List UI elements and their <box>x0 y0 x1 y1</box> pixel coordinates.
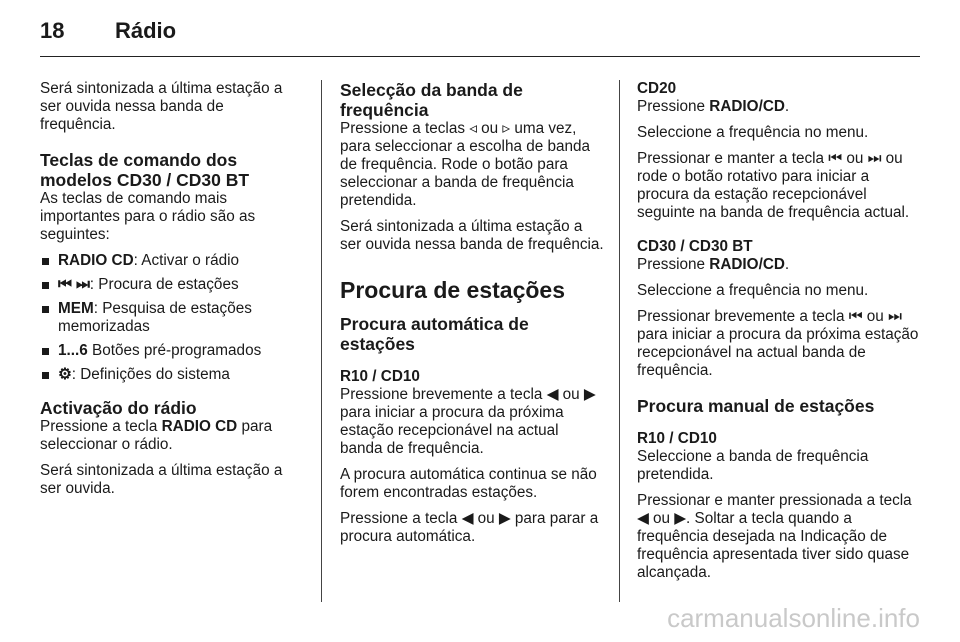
key-label: 1...6 <box>58 342 88 359</box>
text: . <box>784 256 790 273</box>
key-label: MEM <box>58 300 94 317</box>
model-heading: R10 / CD10 <box>637 430 717 447</box>
paragraph: Seleccione a banda de frequência pretendida. <box>637 448 869 483</box>
paragraph: Será sintonizada a última estação a ser ouvida nessa banda de frequência. <box>40 80 283 133</box>
item-text: Botões pré-programados <box>87 342 262 359</box>
paragraph: Pressione brevemente a tecla ◀ ou ▶ para iniciar a procura da próxima estação recepcionável na actual banda de frequência. <box>340 386 596 457</box>
paragraph: Será sintonizada a última estação a ser ouvida nessa banda de frequência. <box>340 218 604 253</box>
seek-keys-icon: ⏮ ⏭ <box>58 276 90 293</box>
section-title-search: Procura de estações <box>340 277 566 303</box>
text: . <box>784 98 790 115</box>
paragraph <box>40 418 302 454</box>
paragraph: Pressionar e manter a tecla ⏮ ou ⏭ ou rode o botão rotativo para iniciar a procura da estação recepcionável seguinte na banda de frequência actual. <box>637 150 910 221</box>
settings-icon: ⚙ <box>58 366 72 383</box>
section-heading-keys: Teclas de comando dos modelos CD30 / CD30 BT <box>40 150 250 190</box>
section-heading-activation: Activação do rádio <box>40 398 197 418</box>
key-list <box>40 252 302 384</box>
item-text: : Activar o rádio <box>133 252 240 269</box>
chapter-title: Rádio <box>115 18 177 43</box>
column-divider-2 <box>619 80 620 602</box>
list-item <box>40 276 302 294</box>
paragraph: Será sintonizada a última estação a ser ouvida. <box>40 462 283 497</box>
paragraph: As teclas de comando mais importantes para o rádio são as seguintes: <box>40 190 256 243</box>
list-item <box>40 300 302 336</box>
list-item <box>40 252 302 270</box>
paragraph <box>637 98 922 116</box>
section-heading-manual: Procura manual de estações <box>637 396 875 416</box>
paragraph: Pressionar brevemente a tecla ⏮ ou ⏭ para iniciar a procura da próxima estação recepcionável na actual banda de frequência. <box>637 308 919 379</box>
item-text: : Pesquisa de estações memorizadas <box>58 300 252 335</box>
watermark: carmanualsonline.info <box>667 603 920 633</box>
key-label: RADIO/CD <box>709 256 785 273</box>
model-heading: CD20 <box>637 80 677 97</box>
subsection-heading-auto: Procura automática de estações <box>340 314 529 354</box>
page-number: 18 <box>40 18 65 43</box>
paragraph: Pressione a teclas ◃ ou ▹ uma vez, para seleccionar a escolha de banda de frequência. Rode o botão para seleccionar a banda de frequência pretendida. <box>340 120 591 209</box>
column-1 <box>40 80 302 506</box>
item-text: : Procura de estações <box>89 276 239 293</box>
text: Pressione <box>637 98 710 115</box>
column-3 <box>637 80 922 590</box>
key-label: RADIO CD <box>161 418 238 435</box>
text: Pressione a tecla <box>40 418 162 435</box>
section-heading-band: Selecção da banda de frequência <box>340 80 523 120</box>
item-text: : Definições do sistema <box>71 366 230 383</box>
column-2 <box>340 80 605 554</box>
paragraph: Pressione a tecla ◀ ou ▶ para parar a procura automática. <box>340 510 599 545</box>
paragraph: Pressionar e manter pressionada a tecla ◀ ou ▶. Soltar a tecla quando a frequência desejada na Indicação de frequência apresentada tiver sido quase alcançada. <box>637 492 912 581</box>
list-item <box>40 342 302 360</box>
paragraph <box>637 256 922 274</box>
key-label: RADIO CD <box>58 252 134 269</box>
text: para seleccionar o rádio. <box>40 418 273 453</box>
paragraph: A procura automática continua se não forem encontradas estações. <box>340 466 597 501</box>
paragraph: Seleccione a frequência no menu. <box>637 282 869 299</box>
text: Pressione <box>637 256 710 273</box>
key-label: RADIO/CD <box>709 98 785 115</box>
page-header <box>40 18 920 52</box>
paragraph: Seleccione a frequência no menu. <box>637 124 869 141</box>
model-heading: R10 / CD10 <box>340 368 420 385</box>
column-divider-1 <box>321 80 322 602</box>
header-rule <box>40 56 920 57</box>
model-heading: CD30 / CD30 BT <box>637 238 753 255</box>
list-item <box>40 366 302 384</box>
